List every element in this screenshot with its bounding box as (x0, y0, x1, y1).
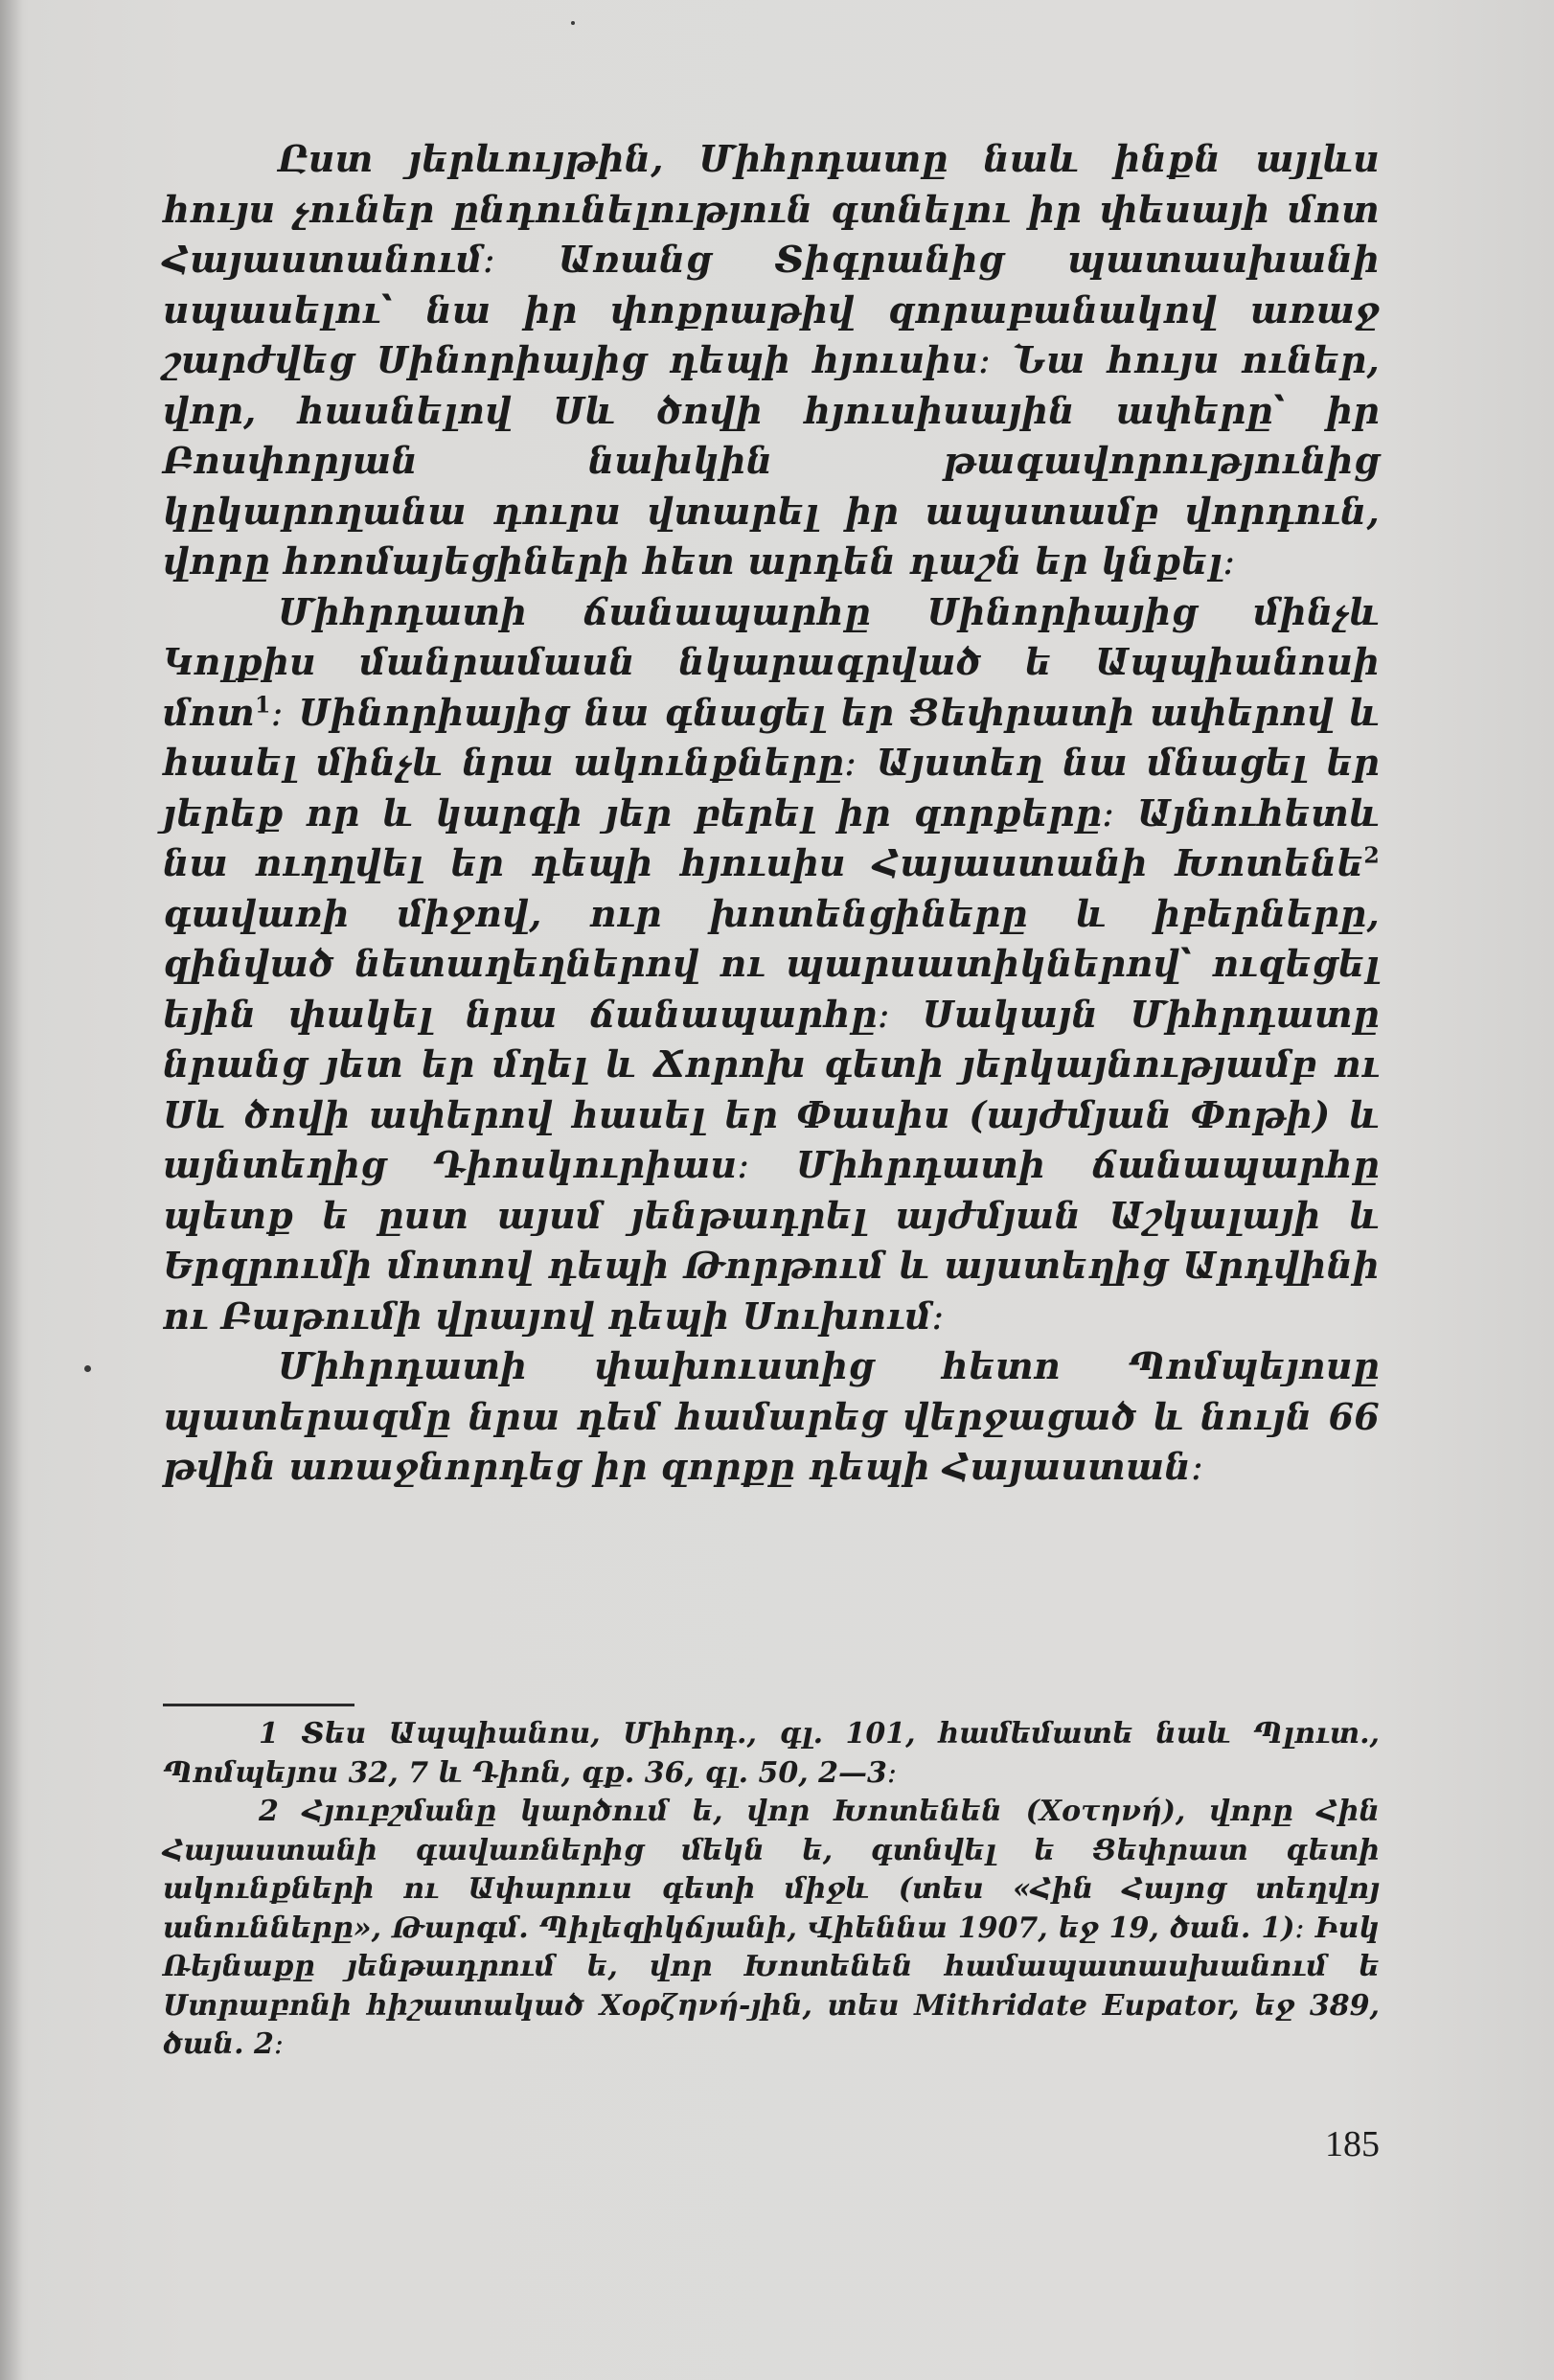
paragraph-1-text: Ըստ յերևույթին, Միհրդատը նաև ինքն այլևս հույս չուներ ընդունելություն գտնելու իր փեսայի մոտ Հայաստանում։ Առանց Տիգրանից պատասխանի սպասելու՝ նա իր փոքրաթիվ զորաբանակով առաջ շարժվեց Սինորիայից դեպի հյուսիս։ Նա հույս ուներ, վոր, հասնելով Սև ծովի հյուսիսային ափերը՝ իր Բոսփորյան նախկին թագավորությունից կըկարողանա դուրս վտարել իր ապստամբ վորդուն, վորը հռոմայեցիների հետ արդեն դաշն եր կնքել։ (163, 137, 1380, 583)
paper-speck (84, 1365, 91, 1372)
footnote-ref-1: 1 (254, 690, 271, 718)
footnote-1-mark: 1 (259, 1717, 279, 1751)
paragraph-2-text-a: Միհրդատի ճանապարհը Սինորիայից մինչև Կոլքիս մանրամասն նկարագրված ե Ապպիանոսի մոտ (163, 589, 1380, 734)
footnote-2-text: Հյուբշմանը կարծում ե, վոր Խոտենեն (Χοτηνή), վորը Հին Հայաստանի գավառներից մեկն ե, գտնվել ե Ցեփրատ գետի ակունքների ու Ափարուս գետի միջև (տես «Հին Հայոց տեղվոյ անունները», Թարգմ. Պիլեզիկճյանի, Վիեննա 1907, եջ 19, ծան. 1)։ Իսկ Ռեյնաքը յենթադրում ե, վոր Խոտենեն համապատասխանում ե Ստրաբոնի հիշատակած Χορζηνή-յին, տես Mithridate Eupator, եջ 389, ծան. 2։ (163, 1795, 1380, 2061)
footnote-2-mark: 2 (259, 1795, 279, 1828)
paper-speck (571, 21, 575, 25)
footnote-ref-2: 2 (1363, 841, 1380, 869)
main-text (163, 134, 1380, 1493)
footnote-divider (163, 1704, 354, 1706)
page-number: 185 (1325, 2124, 1380, 2164)
paragraph-2 (163, 587, 1380, 1342)
footnote-1 (163, 1715, 1380, 1793)
paragraph-2-text-b: ։ Սինորիայից նա գնացել եր Ցեփրատի ափերով և հասել մինչև նրա ակունքները։ Այստեղ նա մնացել եր յերեք որ և կարգի յեր բերել իր զորքերը։ Այնուհետև նա ուղղվել եր դեպի հյուսիս Հայաստանի Խոտենե (163, 690, 1380, 884)
paragraph-3 (163, 1341, 1380, 1493)
footnote-2 (163, 1793, 1380, 2065)
page-spine-shadow (0, 0, 23, 2380)
footnote-1-text: Տես Ապպիանոս, Միհրդ., գլ. 101, համեմատե նաև Պլուտ., Պոմպեյոս 32, 7 և Դիոն, գք. 36, գլ. 50, 2—3։ (163, 1717, 1380, 1790)
paragraph-3-text: Միհրդատի փախուստից հետո Պոմպեյոսը պատերազմը նրա դեմ համարեց վերջացած և նույն 66 թվին առաջնորդեց իր զորքը դեպի Հայաստան։ (163, 1344, 1380, 1488)
paragraph-1 (163, 134, 1380, 587)
paragraph-2-text-c: գավառի միջով, ուր խոտենցիները և իբերները, զինված նետաղեղներով ու պարսատիկներով՝ ուզեցել եյին փակել նրա ճանապարհը։ Սակայն Միհրդատը նրանց յետ եր մղել և Ճորոխ գետի յերկայնությամբ ու Սև ծովի ափերով հասել եր Փասիս (այժմյան Փոթի) և այնտեղից Դիոսկուրիաս։ Միհրդատի ճանապարհը պետք ե ըստ այսմ յենթադրել այժմյան Աշկալայի և Երզրումի մոտով դեպի Թորթում և այստեղից Արդվինի ու Բաթումի վրայով դեպի Սուխում։ (163, 891, 1380, 1338)
footnotes (163, 1715, 1380, 2065)
